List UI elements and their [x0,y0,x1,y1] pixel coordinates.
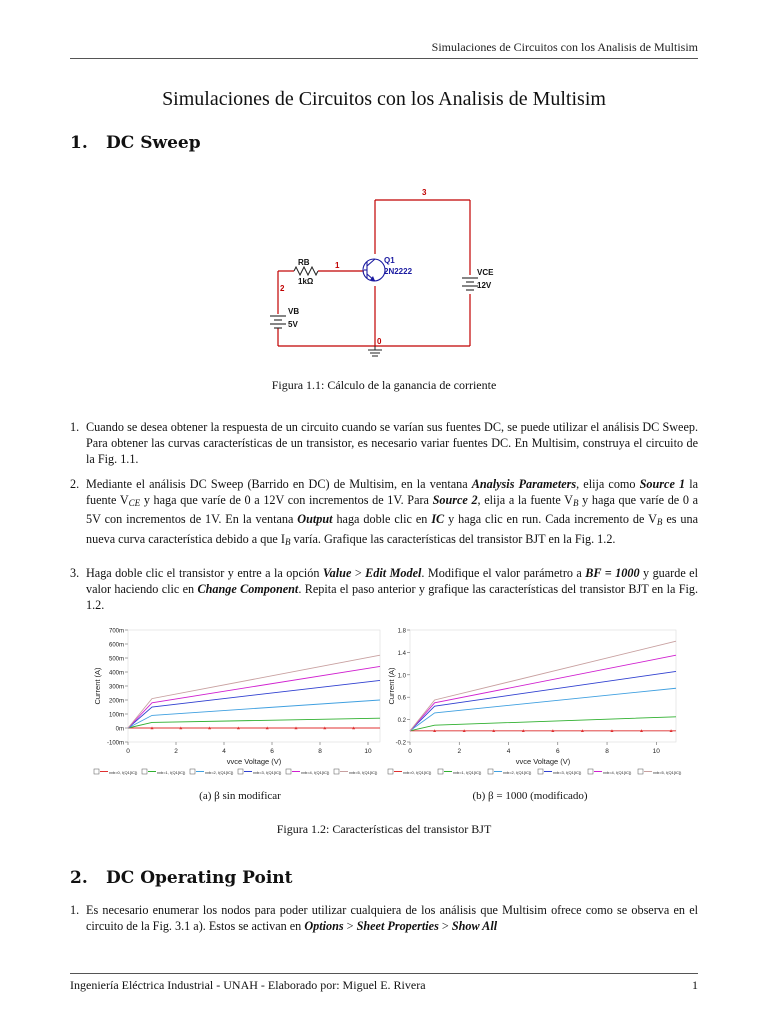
legend-label: vvb=3, I(Q1[IC]) [553,770,582,775]
text-run: Haga doble clic el transistor y entre a la opción [86,566,323,580]
legend-label: vvb=5, I(Q1[IC]) [653,770,682,775]
y-tick-label: 1.8 [397,628,406,635]
x-tick-label: 2 [174,748,178,755]
section-number: 2. [70,868,88,888]
y-tick-label: 0m [115,726,124,733]
y-tick-label: 1.4 [397,650,406,657]
subcaption-a: (a) β sin modificar [199,790,281,802]
x-tick-label: 0 [408,748,412,755]
x-tick-label: 10 [652,748,660,755]
text-run: es una nueva curva característica debido a que I [86,512,698,546]
text-run: , elija a la fuente V [477,493,573,508]
legend-label: vvb=1, I(Q1[IC]) [157,770,186,775]
paragraph-text: Cuando se desea obtener la respuesta de un circuito cuando se varían sus fuentes DC, se puede utilizar el análisis DC Sweep. Para obtener las curvas características de un transistor, es necesario variar fuentes DC. En Multisim, construya el circuito de la Fig. 1.1. [86,420,698,467]
figure-1-caption: Figura 1.1: Cálculo de la ganancia de corriente [271,378,497,392]
node-label-2: 2 [280,284,285,293]
vce-name: VCE [477,268,494,277]
y-tick-label: 0.2 [397,718,406,725]
q1-model: 2N2222 [384,267,413,276]
y-tick-label: -100m [106,740,124,747]
text-run: > [351,566,366,580]
keyword: Change Component [197,582,299,597]
y-tick-label: 100m [108,712,124,719]
keyword: Show All [451,919,498,934]
text-run: haga doble clic en [332,512,432,527]
item-number: 1. [70,903,80,917]
section-number: 1. [70,133,88,153]
y-tick-label: 500m [108,656,124,663]
resistor-rb [294,267,318,275]
item-number: 1. [70,420,80,434]
section-title: DC Operating Point [106,868,293,888]
section-heading-1 [70,133,201,153]
page-number: 1 [692,978,698,992]
section-heading-2 [70,868,293,888]
y-tick-label: -0.2 [395,740,406,747]
y-tick-label: 600m [108,642,124,649]
x-axis-label: vvce Voltage (V) [226,757,282,766]
subscript: CE [128,498,141,509]
section-title: DC Sweep [106,133,201,153]
y-tick-label: 200m [108,698,124,705]
legend-checkbox [238,769,243,774]
legend-checkbox [286,769,291,774]
rb-value: 1kΩ [298,277,314,286]
x-tick-label: 4 [506,748,511,755]
subscript: B [572,498,579,509]
node-label-1: 1 [335,261,340,270]
keyword: Output [297,512,333,527]
transistor-q1 [363,259,385,281]
legend-checkbox [190,769,195,774]
vb-name: VB [288,307,300,316]
text-run: y guarde el valor haciendo clic en [86,566,698,597]
x-tick-label: 6 [555,748,560,755]
x-tick-label: 8 [605,748,609,755]
paragraph-3 [70,565,699,614]
legend-checkbox [588,769,593,774]
legend-label: vvb=0, I(Q1[IC]) [403,770,432,775]
ground-symbol [368,346,382,356]
y-axis-label: Current (A) [387,667,396,705]
keyword: BF = 1000 [585,566,640,580]
legend-label: vvb=4, I(Q1[IC]) [603,770,632,775]
x-axis-label: vvce Voltage (V) [515,757,571,766]
text-run: Es necesario enumerar los nodos para poder utilizar cualquiera de los análisis que Multisim ofrece como se observa en el circuito de la Fig. 3.1 a). Estos se activan en [86,903,698,934]
text-run: > [343,919,357,934]
legend-label: vvb=5, I(Q1[IC]) [349,770,378,775]
y-tick-label: 300m [108,684,124,691]
y-tick-label: 0.6 [397,695,406,702]
circuit-schematic [260,182,500,360]
y-tick-label: 1.0 [397,673,406,680]
legend-checkbox [334,769,339,774]
subcaption-b: (b) β = 1000 (modificado) [472,790,588,802]
text-run: > [438,919,452,934]
keyword: Analysis Parameters [471,477,577,491]
y-tick-label: 400m [108,670,124,677]
keyword: Value [322,566,352,580]
y-axis-label: Current (A) [93,667,102,705]
chart-b-beta-1000 [384,622,686,784]
legend-checkbox [142,769,147,774]
chart-a-beta-default [90,622,388,784]
x-tick-label: 0 [126,748,130,755]
legend-label: vvb=1, I(Q1[IC]) [453,770,482,775]
item-number: 2. [70,477,80,491]
paragraph-1 [70,419,698,468]
running-header: Simulaciones de Circuitos con los Analisis de Multisim [431,40,698,54]
text-run: . Repita el paso anterior y grafique las características del transistor BJT en la Fig. 1.2. [86,582,699,613]
legend-checkbox [538,769,543,774]
vce-value: 12V [477,281,492,290]
keyword: Source 1 [639,477,686,491]
subscript: B [284,536,291,547]
plot-area [410,630,676,742]
battery-vb [270,316,286,328]
node-label-3: 3 [422,188,427,197]
q1-name: Q1 [384,256,395,265]
text-run: la fuente V [86,477,699,508]
x-tick-label: 4 [222,748,226,755]
keyword: IC [431,512,445,527]
x-tick-label: 10 [364,748,372,755]
text-run: y haga que varíe de 0 a 12V con incrementos de 1V. Para [140,493,433,508]
text-run: y haga clic en run. Cada incremento de V [444,512,657,527]
legend-checkbox [388,769,393,774]
text-run: y haga que varíe de 0 a 5V con incrementos de 1V. En la ventana [86,493,698,527]
text-run: , elija como [576,477,640,491]
x-tick-label: 6 [270,748,274,755]
keyword: Source 2 [432,493,478,508]
legend-label: vvb=2, I(Q1[IC]) [503,770,532,775]
plot-area [128,630,380,742]
vb-value: 5V [288,320,298,329]
footer-credit: Ingeniería Eléctrica Industrial - UNAH - Elaborado por: Miguel E. Rivera [70,978,426,992]
legend-checkbox [638,769,643,774]
text-run: Mediante el análisis DC Sweep (Barrido en DC) de Multisim, en la ventana [86,477,472,491]
keyword: Sheet Properties [356,919,439,934]
keyword: Edit Model [365,566,422,580]
legend-label: vvb=0, I(Q1[IC]) [109,770,138,775]
text-run: varía. Grafique las características del transistor BJT en la Fig. 1.2. [290,531,616,546]
footer-rule [70,973,698,974]
figure-2-caption: Figura 1.2: Características del transistor BJT [276,822,492,836]
legend-label: vvb=2, I(Q1[IC]) [205,770,234,775]
legend-checkbox [94,769,99,774]
rb-name: RB [298,258,310,267]
keyword: Options [304,919,344,934]
legend-label: vvb=3, I(Q1[IC]) [253,770,282,775]
legend-checkbox [438,769,443,774]
battery-vce [462,278,478,290]
x-tick-label: 8 [318,748,322,755]
text-run: . Modifique el valor parámetro a [421,566,586,580]
subscript: B [656,517,663,528]
node-label-0: 0 [377,337,382,346]
paragraph-2 [70,476,699,550]
legend-label: vvb=4, I(Q1[IC]) [301,770,330,775]
x-tick-label: 2 [457,748,462,755]
header-rule [70,58,698,59]
legend-checkbox [488,769,493,774]
y-tick-label: 700m [108,628,124,635]
document-title: Simulaciones de Circuitos con los Analisis de Multisim [162,88,606,110]
item-number: 3. [70,566,80,580]
paragraph-4 [70,902,698,934]
